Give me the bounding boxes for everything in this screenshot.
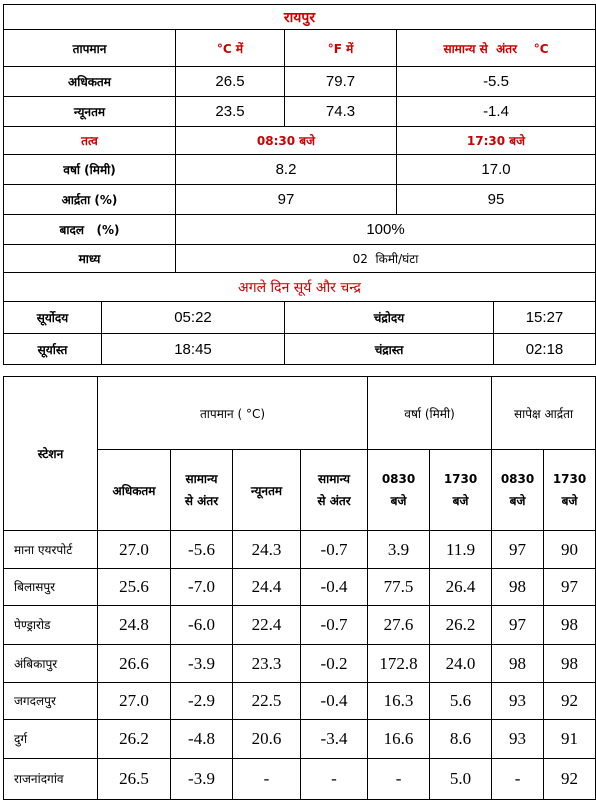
station-dev-min-cell: -0.7 xyxy=(301,531,368,569)
station-dev-max-cell: -3.9 xyxy=(171,759,233,800)
station-max-cell: 27.0 xyxy=(98,531,171,569)
moonrise-time: 15:27 xyxy=(494,302,596,334)
dev-max-subheader: सामान्य से अंतर xyxy=(171,450,233,531)
sunset-time: 18:45 xyxy=(102,334,285,365)
rain-1730-subheader: 1730 बजे xyxy=(430,450,492,531)
station-rain-0830-cell: 27.6 xyxy=(368,606,430,645)
station-rain-0830-cell: 172.8 xyxy=(368,645,430,683)
station-max-cell: 27.0 xyxy=(98,683,171,720)
table-row xyxy=(4,606,596,645)
station-rain-1730-cell: 5.6 xyxy=(430,683,492,720)
rain-0830-subheader: 0830 बजे xyxy=(368,450,430,531)
station-min-cell: 20.6 xyxy=(233,720,301,759)
param-header: तापमान xyxy=(4,30,176,67)
station-name-cell: माना एयरपोर्ट xyxy=(4,531,98,569)
station-name-cell: दुर्ग xyxy=(4,720,98,759)
dev-min-subheader: सामान्य से अंतर xyxy=(301,450,368,531)
station-name-cell: अंबिकापुर xyxy=(4,645,98,683)
humidity-label: आर्द्रता (%) xyxy=(4,185,176,215)
max-subheader: अधिकतम xyxy=(98,450,171,531)
station-rain-0830-cell: 16.3 xyxy=(368,683,430,720)
station-rh-1730-cell: 98 xyxy=(544,645,596,683)
min-subheader: न्यूनतम xyxy=(233,450,301,531)
table-row xyxy=(4,720,596,759)
rain-0830: 8.2 xyxy=(176,155,397,185)
station-dev-max-cell: -2.9 xyxy=(171,683,233,720)
station-min-cell: - xyxy=(233,759,301,800)
station-dev-min-cell: -0.7 xyxy=(301,606,368,645)
station-dev-min-cell: -3.4 xyxy=(301,720,368,759)
station-rain-1730-cell: 11.9 xyxy=(430,531,492,569)
station-min-cell: 22.4 xyxy=(233,606,301,645)
temp-header: तापमान ( °C) xyxy=(98,377,368,450)
fahrenheit-header: °F में xyxy=(285,30,397,67)
rain-1730: 17.0 xyxy=(397,155,596,185)
wind-value: 02 किमी/घंटा xyxy=(176,245,596,273)
station-rh-0830-cell: 98 xyxy=(492,645,544,683)
station-rain-0830-cell: 77.5 xyxy=(368,569,430,606)
table-row xyxy=(4,645,596,683)
time-1730-header: 17:30 बजे xyxy=(397,127,596,155)
station-min-cell: 23.3 xyxy=(233,645,301,683)
station-rh-0830-cell: 97 xyxy=(492,531,544,569)
station-rh-1730-cell: 92 xyxy=(544,683,596,720)
station-rh-1730-cell: 97 xyxy=(544,569,596,606)
raipur-weather-table xyxy=(3,4,596,365)
moonset-time: 02:18 xyxy=(494,334,596,365)
cloud-value: 100% xyxy=(176,215,596,245)
station-rain-0830-cell: - xyxy=(368,759,430,800)
station-rh-1730-cell: 91 xyxy=(544,720,596,759)
time-0830-header: 08:30 बजे xyxy=(176,127,397,155)
max-deviation: -5.5 xyxy=(397,67,596,97)
station-rain-1730-cell: 26.4 xyxy=(430,569,492,606)
humidity-0830: 97 xyxy=(176,185,397,215)
rain-header: वर्षा (मिमी) xyxy=(368,377,492,450)
min-celsius: 23.5 xyxy=(176,97,285,127)
station-name-cell: पेण्ड्रारोड xyxy=(4,606,98,645)
station-rain-1730-cell: 5.0 xyxy=(430,759,492,800)
station-name-cell: बिलासपुर xyxy=(4,569,98,606)
city-title: रायपुर xyxy=(4,5,596,30)
station-name-cell: राजनांदगांव xyxy=(4,759,98,800)
station-dev-min-cell: -0.2 xyxy=(301,645,368,683)
max-fahrenheit: 79.7 xyxy=(285,67,397,97)
station-max-cell: 25.6 xyxy=(98,569,171,606)
station-rows xyxy=(4,531,596,800)
station-rh-1730-cell: 98 xyxy=(544,606,596,645)
station-header: स्टेशन xyxy=(4,377,98,531)
station-rh-0830-cell: - xyxy=(492,759,544,800)
table-row xyxy=(4,759,596,800)
station-rain-1730-cell: 8.6 xyxy=(430,720,492,759)
station-min-cell: 24.4 xyxy=(233,569,301,606)
station-name-cell: जगदलपुर xyxy=(4,683,98,720)
humidity-header: सापेक्ष आर्द्रता xyxy=(492,377,596,450)
station-dev-max-cell: -6.0 xyxy=(171,606,233,645)
station-rain-1730-cell: 24.0 xyxy=(430,645,492,683)
station-dev-min-cell: - xyxy=(301,759,368,800)
station-rh-0830-cell: 97 xyxy=(492,606,544,645)
cloud-label: बादल (%) xyxy=(4,215,176,245)
station-rh-0830-cell: 93 xyxy=(492,720,544,759)
min-fahrenheit: 74.3 xyxy=(285,97,397,127)
station-max-cell: 26.5 xyxy=(98,759,171,800)
station-max-cell: 26.6 xyxy=(98,645,171,683)
station-dev-max-cell: -5.6 xyxy=(171,531,233,569)
rh-0830-subheader: 0830 बजे xyxy=(492,450,544,531)
station-min-cell: 24.3 xyxy=(233,531,301,569)
table-row xyxy=(4,683,596,720)
station-max-cell: 24.8 xyxy=(98,606,171,645)
celsius-header: °C में xyxy=(176,30,285,67)
station-dev-max-cell: -7.0 xyxy=(171,569,233,606)
station-rh-1730-cell: 92 xyxy=(544,759,596,800)
moonset-label: चंद्रास्त xyxy=(285,334,494,365)
station-rain-1730-cell: 26.2 xyxy=(430,606,492,645)
sunrise-label: सूर्योदय xyxy=(4,302,102,334)
station-rain-0830-cell: 16.6 xyxy=(368,720,430,759)
max-celsius: 26.5 xyxy=(176,67,285,97)
min-deviation: -1.4 xyxy=(397,97,596,127)
station-min-cell: 22.5 xyxy=(233,683,301,720)
station-max-cell: 26.2 xyxy=(98,720,171,759)
table-row xyxy=(4,531,596,569)
sun-moon-title: अगले दिन सूर्य और चन्द्र xyxy=(4,273,596,302)
station-dev-min-cell: -0.4 xyxy=(301,569,368,606)
humidity-1730: 95 xyxy=(397,185,596,215)
rain-label: वर्षा (मिमी) xyxy=(4,155,176,185)
rh-1730-subheader: 1730 बजे xyxy=(544,450,596,531)
station-dev-max-cell: -3.9 xyxy=(171,645,233,683)
stations-weather-table xyxy=(3,376,596,800)
min-label: न्यूनतम xyxy=(4,97,176,127)
station-rh-1730-cell: 90 xyxy=(544,531,596,569)
sunrise-time: 05:22 xyxy=(102,302,285,334)
station-dev-max-cell: -4.8 xyxy=(171,720,233,759)
deviation-header: सामान्य से अंतर °C xyxy=(397,30,596,67)
station-rh-0830-cell: 93 xyxy=(492,683,544,720)
sunset-label: सूर्यास्त xyxy=(4,334,102,365)
station-dev-min-cell: -0.4 xyxy=(301,683,368,720)
moonrise-label: चंद्रोदय xyxy=(285,302,494,334)
wind-label: माध्य xyxy=(4,245,176,273)
station-rh-0830-cell: 98 xyxy=(492,569,544,606)
table-row xyxy=(4,569,596,606)
max-label: अधिकतम xyxy=(4,67,176,97)
station-rain-0830-cell: 3.9 xyxy=(368,531,430,569)
element-header: तत्व xyxy=(4,127,176,155)
